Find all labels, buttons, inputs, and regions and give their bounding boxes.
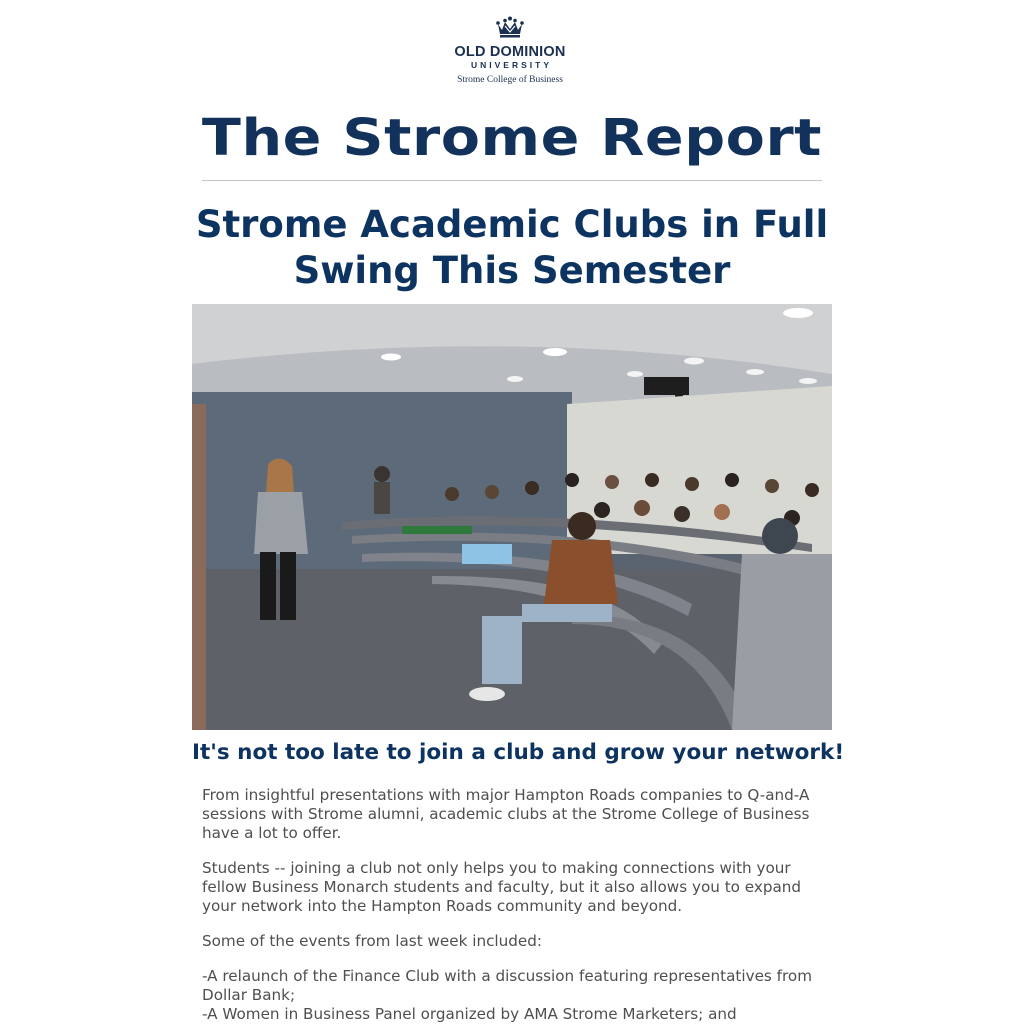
newsletter-masthead: The Strome Report <box>201 109 823 168</box>
article-paragraph: Some of the events from last week included: <box>202 932 543 950</box>
masthead-divider <box>202 180 822 181</box>
article-photo <box>192 304 832 730</box>
odu-logo[interactable] <box>430 16 590 90</box>
event-list-item: -A Women in Business Panel organized by AMA Strome Marketers; and <box>202 1005 737 1023</box>
article-body <box>202 786 822 1024</box>
article-subheadline: It's not too late to join a club and grow your network! <box>192 740 845 765</box>
article-paragraph: Students -- joining a club not only helps you to making connections with your fellow Business Monarch students and faculty, but it also allows you to expand your network into the Hampton Roads community and beyond. <box>202 859 802 915</box>
lecture-hall-illustration <box>192 304 832 730</box>
event-list-item: -A relaunch of the Finance Club with a discussion featuring representatives from Dollar Bank; <box>202 967 813 1004</box>
article-paragraph: From insightful presentations with major Hampton Roads companies to Q-and-A sessions with Strome alumni, academic clubs at the Strome College of Business have a lot to offer. <box>202 786 810 842</box>
logo-university-word: UNIVERSITY <box>470 60 552 70</box>
logo-university-name: OLD DOMINION <box>454 44 566 60</box>
crown-icon <box>496 16 524 38</box>
logo-college-name: Strome College of Business <box>457 75 563 85</box>
article-headline: Strome Academic Clubs in Full Swing This Semester <box>195 203 829 292</box>
